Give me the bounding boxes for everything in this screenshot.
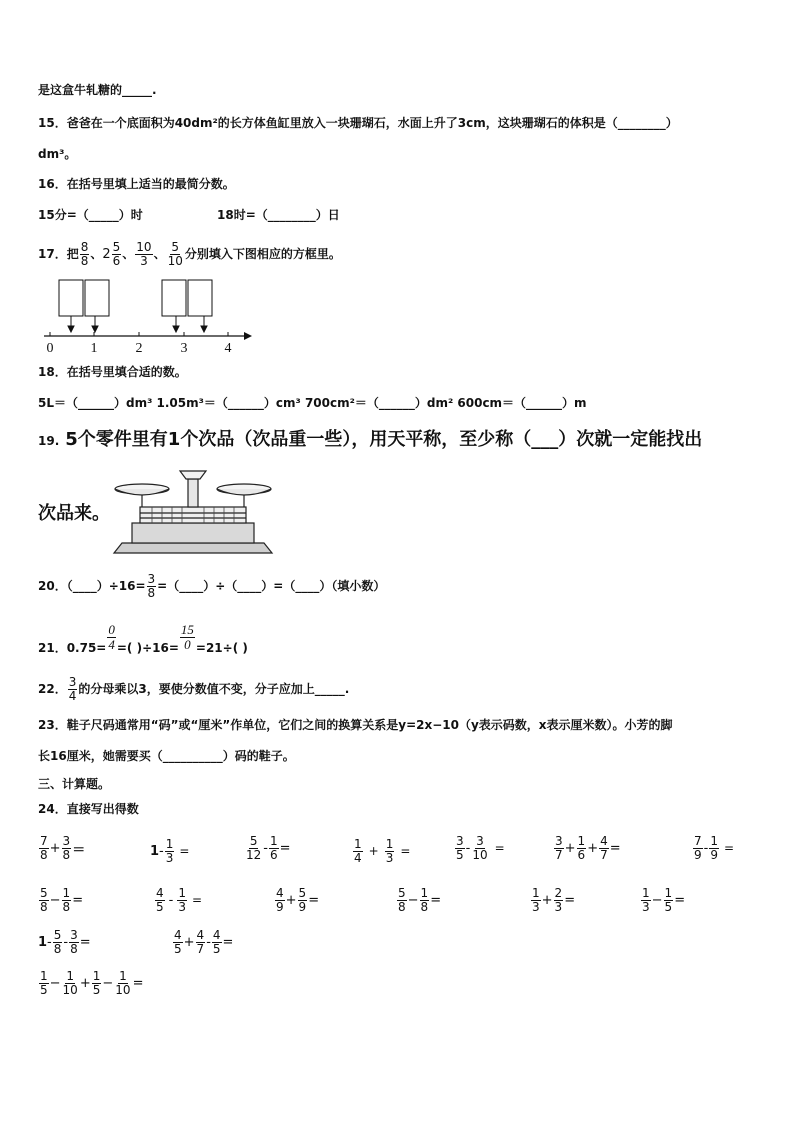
q22-line	[38, 673, 349, 705]
answer-box-3[interactable]	[162, 280, 186, 316]
q17-post: 分别填入下图相应的方框里。	[184, 247, 341, 261]
q16-answer-a: 15分=（_____）时	[38, 208, 143, 222]
q21-fraction-2: $\frac{15}{0}$	[180, 621, 194, 652]
q17-frac-3: $\frac{10}{3}$	[136, 239, 152, 268]
q21-pre: 21．0.75=	[38, 641, 107, 655]
q16-answer-b: 18时=（________）日	[217, 208, 340, 222]
q17-stem	[38, 236, 341, 272]
answer-box-1[interactable]	[59, 280, 83, 316]
calc-r1-e3: $\frac{5}{12}$ - $\frac{1}{6}$ =	[246, 834, 291, 862]
balance-scale-image	[112, 465, 274, 555]
q18-stem: 18．在括号里填合适的数。	[38, 365, 187, 379]
calc-r3-e2: $\frac{4}{5}$ + $\frac{4}{7}$ - $\frac{4}{5}$ =	[174, 928, 234, 956]
q22-pre: 22．	[38, 682, 67, 696]
calc-r4-e1: $\frac{1}{5}$ − $\frac{1}{10}$ + $\frac{1}{5}$ − $\frac{1}{10}$ =	[40, 969, 144, 997]
q21-post2: =21÷( )	[195, 641, 248, 655]
calc-r1-e7: $\frac{7}{9}$ - $\frac{1}{9}$ =	[694, 834, 735, 862]
calc-r2-e2: $\frac{4}{5}$ - $\frac{1}{3}$ =	[156, 886, 203, 914]
q20-pre: 20．（____）÷16=	[38, 579, 146, 593]
q17-frac-4: $\frac{5}{10}$	[167, 239, 183, 268]
q14-tail: 是这盒牛轧糖的_____.	[38, 83, 157, 97]
q17-frac-2: $\frac{5}{6}$	[112, 239, 121, 268]
q20-line	[38, 571, 386, 600]
q17-pre: 17．把	[38, 247, 79, 261]
section-3-heading: 三、计算题。	[38, 777, 111, 791]
q22-post: 的分母乘以3，要使分数值不变，分子应加上_____.	[78, 682, 350, 696]
axis-label-2: 2	[135, 341, 143, 356]
q17-frac-1: $\frac{8}{8}$	[80, 239, 89, 268]
calc-r3-e1: 1 - $\frac{5}{8}$ - $\frac{3}{8}$ =	[38, 928, 91, 956]
q17-sep: 、	[90, 247, 103, 261]
q15-line1: 15．爸爸在一个底面积为40dm²的长方体鱼缸里放入一块珊瑚石，水面上升了3cm，这块珊瑚石的体积是（________）	[38, 116, 678, 130]
q17-sep: 、	[153, 247, 166, 261]
answer-box-4[interactable]	[188, 280, 212, 316]
q21-fraction-1: $\frac{0}{4}$	[108, 621, 115, 652]
calc-r2-e1: $\frac{5}{8}$ − $\frac{1}{8}$ =	[40, 886, 84, 914]
calc-r2-e5: $\frac{1}{3}$ + $\frac{2}{3}$ =	[532, 886, 576, 914]
axis-arrow	[244, 332, 252, 340]
calc-r1-e4: $\frac{1}{4}$ + $\frac{1}{3}$ =	[354, 837, 411, 865]
axis-label-3: 3	[180, 341, 188, 356]
answer-box-2[interactable]	[85, 280, 109, 316]
calc-r1-e6: $\frac{3}{7}$ + $\frac{1}{6}$ + $\frac{4}{7}$ =	[555, 834, 621, 862]
q17-sep: 、	[122, 247, 135, 261]
q20-post: =（____）÷（____）=（____）（填小数）	[157, 579, 386, 593]
q15-line2: dm³。	[38, 147, 77, 161]
q24-stem: 24．直接写出得数	[38, 802, 139, 816]
q17-whole: 2	[102, 246, 111, 262]
q17-number-line	[38, 276, 258, 356]
q19-line1	[38, 431, 702, 449]
q16-stem: 16．在括号里填上适当的最简分数。	[38, 177, 235, 191]
q22-fraction: $\frac{3}{4}$	[68, 674, 77, 703]
calc-r2-e6: $\frac{1}{3}$ − $\frac{1}{5}$ =	[642, 886, 686, 914]
calc-r1-e1: $\frac{7}{8}$ + $\frac{3}{8}$ ＝	[40, 834, 86, 862]
calc-r2-e3: $\frac{4}{9}$ + $\frac{5}{9}$ =	[276, 886, 320, 914]
q21-line	[38, 617, 248, 657]
q18-text: 5L＝（______）dm³ 1.05m³＝（______）cm³ 700cm²＝（______）dm² 600cm＝（______）m	[38, 396, 587, 410]
q23-line2: 长16厘米，她需要买（__________）码的鞋子。	[38, 749, 295, 763]
q23-line1: 23．鞋子尺码通常用“码”或“厘米”作单位，它们之间的换算关系是y=2x−10（y表示码数，x表示厘米数）。小芳的脚	[38, 718, 673, 732]
q20-fraction: $\frac{3}{8}$	[147, 571, 156, 600]
axis-label-1: 1	[90, 341, 98, 356]
q21-post: =( )÷16=	[116, 641, 179, 655]
q19-text: 5个零件里有1个次品（次品重一些），用天平称，至少称（___）次就一定能找出	[65, 429, 703, 450]
calc-r1-e2: 1 - $\frac{1}{3}$ =	[150, 837, 190, 865]
axis-label-0: 0	[46, 341, 54, 356]
q19-line2: 次品来。	[38, 503, 110, 524]
calc-r1-e5: $\frac{3}{5}$ - $\frac{3}{10}$ =	[456, 834, 505, 862]
axis-label-4: 4	[224, 341, 232, 356]
calc-r2-e4: $\frac{5}{8}$ − $\frac{1}{8}$ =	[398, 886, 442, 914]
q19-number: 19.	[38, 434, 60, 448]
